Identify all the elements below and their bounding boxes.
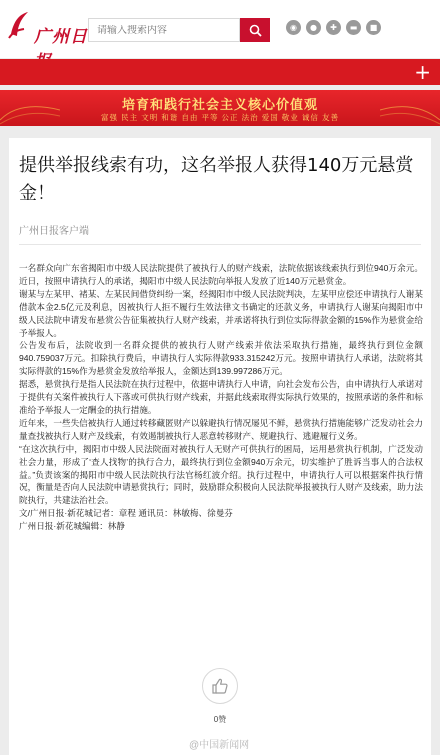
- promo-banner[interactable]: [0, 90, 440, 126]
- search-field[interactable]: [88, 18, 240, 42]
- message-icon[interactable]: ▬: [346, 20, 361, 35]
- watermark: @中国新闻网: [189, 740, 250, 751]
- article-paragraph: 近年来，一些失信被执行人通过转移藏匿财产以躲避执行情况屡见不鲜，悬赏执行措施能够广泛发动社会力量查找被执行人财产及线索，有效遏制被执行人恶意转移财产、规避执行、逃避履行义务。: [19, 417, 423, 441]
- article-editor: 广州日报·新花城编辑：林静: [19, 521, 125, 532]
- divider: [19, 244, 421, 245]
- site-header: [0, 0, 440, 58]
- thumbs-up-icon: [211, 677, 229, 695]
- like-count: 0赞: [213, 715, 227, 724]
- article-paragraph: “在这次执行中，揭阳市中级人民法院面对被执行人无财产可供执行的困局，运用悬赏执行机制，广泛发动社会力量，形成了‘查人找物’的执行合力，最终执行到位金额940万余元，切实维护了胜诉当事人的合法权益。”负责该案的揭阳市中级人民法院执行法官杨红波介绍。执行过程中，申请执行人可以根据案件执行情况，衡量是否向人民法院申请悬赏执行；同时，鼓励群众积极向人民法院举报被执行人财产及线索，助力法院执行，共建法治社会。: [19, 443, 423, 506]
- share-icon[interactable]: ✚: [326, 20, 341, 35]
- nav-bar: [0, 59, 440, 85]
- article-paragraph: 一名群众向广东省揭阳市中级人民法院提供了被执行人的财产线索，法院依据该线索执行到位940万余元。近日，按照申请执行人的承诺，揭阳市中级人民法院向举报人发放了近140万元悬赏金。: [19, 263, 423, 286]
- article-paragraph: 公告发布后，法院收到一名群众提供的被执行人财产线索并依法采取执行措施，最终执行到位金额940.759037万元。扣除执行费后，申请执行人实际得款933.315242万元。按照申请执行人承诺，法院将其实际得款的15%作为悬赏金发放给举报人，金额达到139.997286万元。: [19, 340, 423, 377]
- article-body: [19, 262, 423, 533]
- article-title: 提供举报线索有功，这名举报人获得140万元悬赏金！: [19, 155, 414, 204]
- message-alt-icon[interactable]: ■: [366, 20, 381, 35]
- article-byline: 文/广州日报·新花城记者：章程 通讯员：林敏梅、徐曼芬: [19, 508, 233, 519]
- like-button[interactable]: [202, 668, 238, 704]
- banner-title: 培育和践行社会主义核心价值观: [121, 98, 318, 113]
- expand-menu-icon[interactable]: +: [414, 60, 431, 84]
- logo-text: 广州日: [34, 27, 88, 47]
- search-button[interactable]: [240, 18, 270, 42]
- article-card: [9, 138, 431, 755]
- article-paragraph: 据悉，悬赏执行是指人民法院在执行过程中，依据申请执行人申请，向社会发布公告，由申请执行人承诺对于提供有关案件被执行人下落或可供执行财产线索，并据此线索取得实际执行效果的，按照承诺的条件和标准给予举报人一定酬金的执行措施。: [19, 379, 423, 415]
- search-input[interactable]: [97, 25, 231, 36]
- wechat-icon[interactable]: ●: [306, 20, 321, 35]
- article-paragraph: 谢某与左某甲、褚某、左某民间借贷纠纷一案，经揭阳市中级人民法院判决，左某甲应偿还申请执行人谢某借款本金2.5亿元及利息，因被执行人拒不履行生效法律文书确定的还款义务，申请执行人谢某向揭阳市中级人民法院申请发布悬赏公告征集被执行人财产线索，并承诺将执行到位实际得款金额的15%作为悬赏金给予举报人。: [19, 288, 423, 338]
- logo-mark-icon: [8, 10, 30, 40]
- banner-values: 富强 民主 文明 和谐 自由 平等 公正 法治 爱国 敬业 诚信 友善: [101, 113, 339, 122]
- site-logo[interactable]: [8, 10, 88, 47]
- search-icon: [249, 24, 262, 37]
- weibo-icon[interactable]: ◉: [286, 20, 301, 35]
- article-source: 广州日报客户端: [19, 226, 89, 237]
